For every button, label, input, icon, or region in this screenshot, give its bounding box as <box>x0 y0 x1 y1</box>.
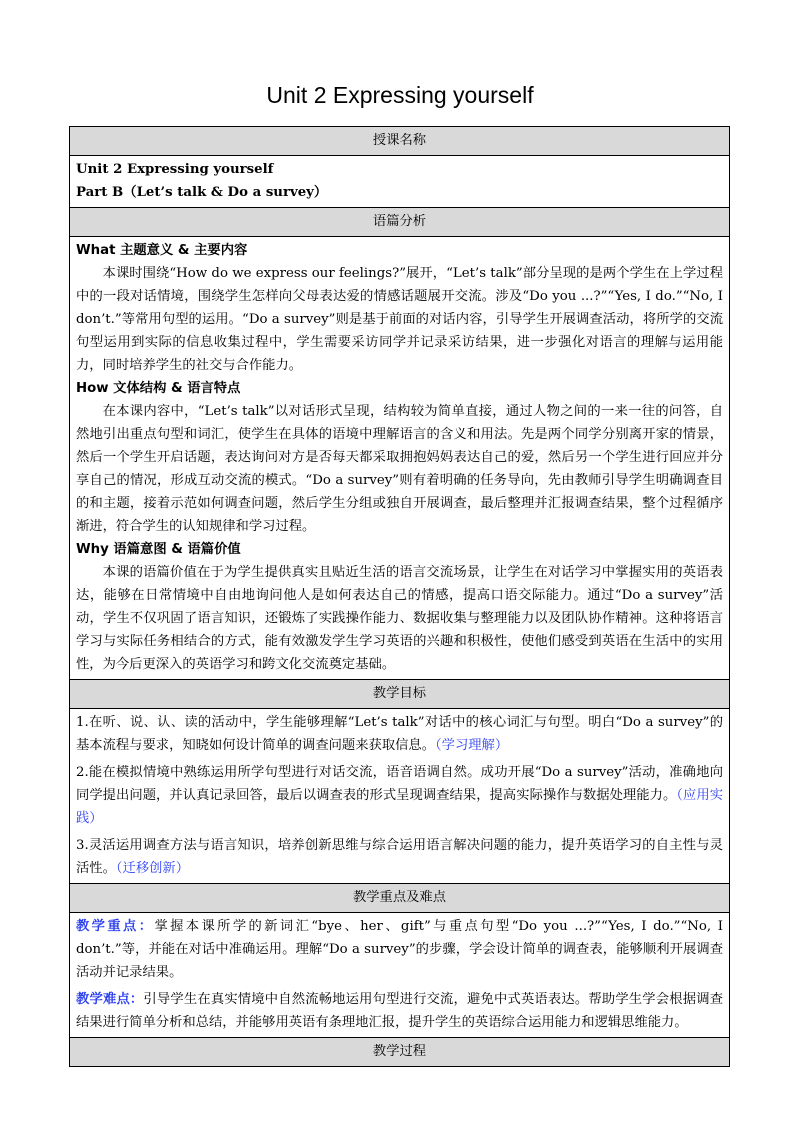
analysis-header: 语篇分析 <box>70 208 730 237</box>
difficulty-label: 教学难点： <box>76 992 144 1007</box>
objective-text: 2.能在模拟情境中熟练运用所学句型进行对话交流，语音语调自然。成功开展“Do a survey”活动，准确地向同学提出问题，并认真记录回答，最后以调查表的形式呈现调查结果，提高实际操作与数据处理能力。 <box>76 765 723 803</box>
course-name-row <box>70 156 730 208</box>
analysis-row <box>70 237 730 680</box>
lesson-plan-table <box>69 126 730 1067</box>
process-header: 教学过程 <box>70 1038 730 1067</box>
analysis-header-row <box>70 208 730 237</box>
focus-text: 掌握本课所学的新词汇“bye、her、gift”与重点句型“Do you ...?”“Yes, I do.”“No, I don’t.”等，并能在对话中准确运用。理解“Do a survey”的步骤，学会设计简单的调查表，能够顺利开展调查活动并记录结果。 <box>76 919 724 980</box>
why-paragraph: 本课的语篇价值在于为学生提供真实且贴近生活的语言交流场景，让学生在对话学习中掌握实用的英语表达，能够在日常情境中自由地询问他人是如何表达自己的情感，提高口语交际能力。通过“Do a survey”活动，学生不仅巩固了语言知识，还锻炼了实践操作能力、数据收集与整理能力以及团队协作精神。这种将语言学习与实际任务相结合的方式，能有效激发学生学习英语的兴趣和积极性，使他们感受到英语在生活中的实用性，为今后更深入的英语学习和跨文化交流奠定基础。 <box>76 565 723 672</box>
focus-label: 教学重点： <box>76 919 155 934</box>
key-points-cell <box>70 913 730 1038</box>
part-title: Part B（Let’s talk & Do a survey） <box>76 185 328 200</box>
focus-paragraph <box>76 915 723 984</box>
how-heading: How 文体结构 & 语言特点 <box>76 381 241 396</box>
key-points-header: 教学重点及难点 <box>70 884 730 913</box>
analysis-cell <box>70 237 730 680</box>
objectives-header-row <box>70 680 730 709</box>
course-name-header-row <box>70 127 730 156</box>
difficulty-text: 引导学生在真实情境中自然流畅地运用句型进行交流，避免中式英语表达。帮助学生学会根据调查结果进行简单分析和总结，并能够用英语有条理地汇报，提升学生的英语综合运用能力和逻辑思维能力。 <box>76 992 724 1030</box>
what-paragraph: 本课时围绕“How do we express our feelings?”展开，“Let’s talk”部分呈现的是两个学生在上学过程中的一段对话情境，围绕学生怎样向父母表达爱的情感话题展开交流。涉及“Do you ...?”“Yes, I do.”“No, I don’t.”等常用句型的运用。“Do a survey”则是基于前面的对话内容，引导学生开展调查活动，将所学的交流句型运用到实际的信息收集过程中，学生需要采访同学并记录采访结果，进一步强化对语言的理解与运用能力，同时培养学生的社交与合作能力。 <box>76 266 723 373</box>
objective-tag: （学习理解） <box>435 738 509 753</box>
objective-item <box>76 711 723 757</box>
objectives-header: 教学目标 <box>70 680 730 709</box>
objectives-cell <box>70 709 730 884</box>
difficulty-paragraph <box>76 988 723 1034</box>
objective-tag: （迁移创新） <box>115 861 190 876</box>
objective-item <box>76 834 723 880</box>
course-name-header: 授课名称 <box>70 127 730 156</box>
key-points-header-row <box>70 884 730 913</box>
how-paragraph: 在本课内容中，“Let’s talk”以对话形式呈现，结构较为简单直接，通过人物之间的一来一往的问答，自然地引出重点句型和词汇，使学生在具体的语境中理解语言的含义和用法。先是两个同学分别离开家的情景，然后一个学生开启话题，表达询问对方是否每天都采取拥抱妈妈表达自己的爱，然后另一个学生进行回应并分享自己的情况，形成互动交流的模式。“Do a survey”则有着明确的任务导向，先由教师引导学生明确调查目的和主题，接着示范如何调查问题，然后学生分组或独自开展调查，最后整理并汇报调查结果，整个过程循序渐进，符合学生的认知规律和学习过程。 <box>76 404 723 534</box>
what-heading: What 主题意义 & 主要内容 <box>76 243 248 258</box>
objectives-row <box>70 709 730 884</box>
why-heading: Why 语篇意图 & 语篇价值 <box>76 542 241 557</box>
process-header-row <box>70 1038 730 1067</box>
course-name-cell <box>70 156 730 208</box>
key-points-row <box>70 913 730 1038</box>
objective-item <box>76 761 723 830</box>
objective-text: 3.灵活运用调查方法与语言知识，培养创新思维与综合运用语言解决问题的能力，提升英语学习的自主性与灵活性。 <box>76 838 723 876</box>
unit-title: Unit 2 Expressing yourself <box>76 162 274 177</box>
objective-text: 1.在听、说、认、读的活动中，学生能够理解“Let’s talk”对话中的核心词汇与句型。明白“Do a survey”的基本流程与要求，知晓如何设计简单的调查问题来获取信息。 <box>76 715 723 753</box>
document-title: Unit 2 Expressing yourself <box>266 82 534 108</box>
objective-tag: （应用实践） <box>76 788 723 826</box>
